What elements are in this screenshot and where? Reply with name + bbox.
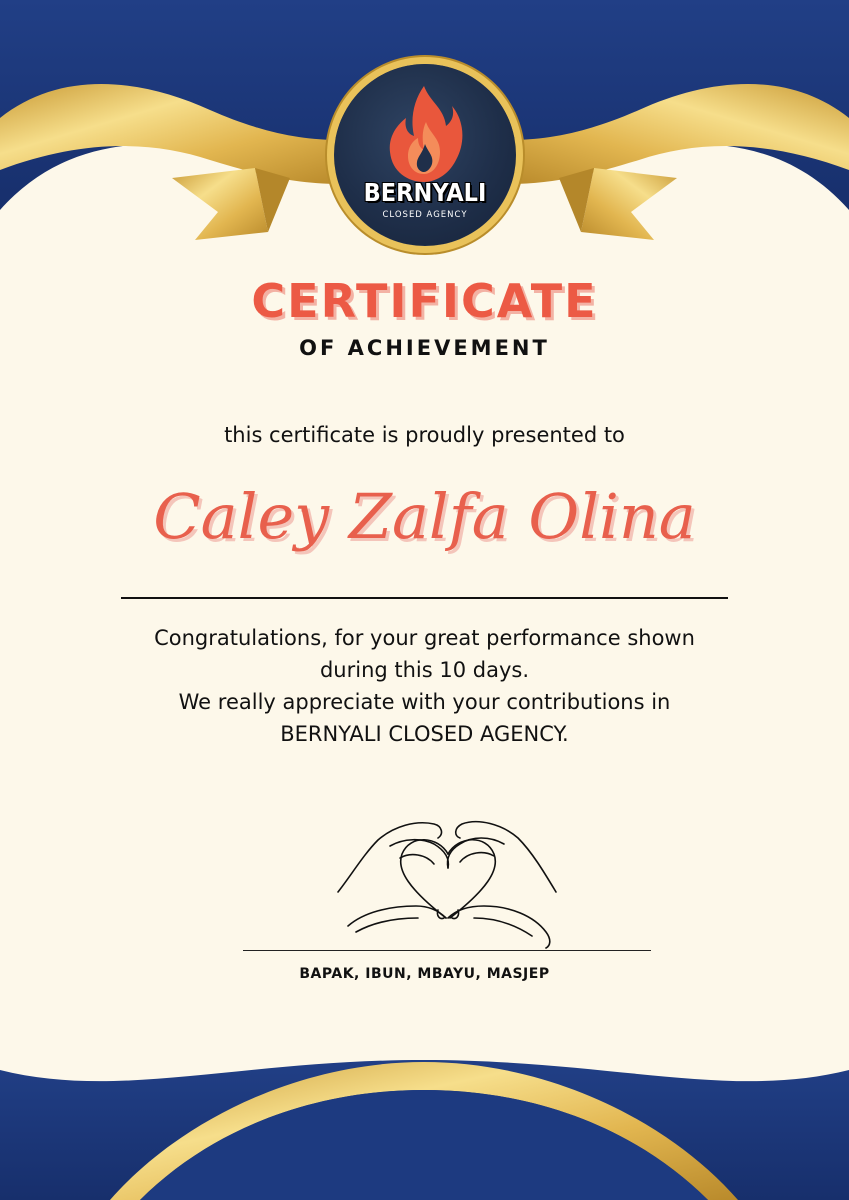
heart-hands-icon xyxy=(334,814,564,954)
presented-to-text: this certificate is proudly presented to xyxy=(224,423,625,447)
message-line: during this 10 days. xyxy=(319,658,530,682)
message-line: We really appreciate with your contributions in xyxy=(178,690,671,714)
certificate-title: CERTIFICATE xyxy=(251,274,598,328)
recipient-name: Caley Zalfa Olina xyxy=(153,480,696,553)
signature-line xyxy=(243,950,651,951)
logo-name: BERNYALI xyxy=(363,178,487,207)
message-line: BERNYALI CLOSED AGENCY. xyxy=(280,722,569,746)
signers-names: BAPAK, IBUN, MBAYU, MASJEP xyxy=(299,966,550,982)
logo-tagline: CLOSED AGENCY xyxy=(382,210,468,220)
message-line: Congratulations, for your great performance shown xyxy=(154,626,695,650)
certificate-subtitle: OF ACHIEVEMENT xyxy=(299,336,550,360)
right-ribbon-tail xyxy=(581,168,677,240)
agency-logo xyxy=(334,64,516,246)
congratulations-message xyxy=(60,622,789,750)
left-ribbon-tail xyxy=(172,168,268,240)
name-underline xyxy=(121,597,728,599)
flame-icon xyxy=(384,82,466,187)
